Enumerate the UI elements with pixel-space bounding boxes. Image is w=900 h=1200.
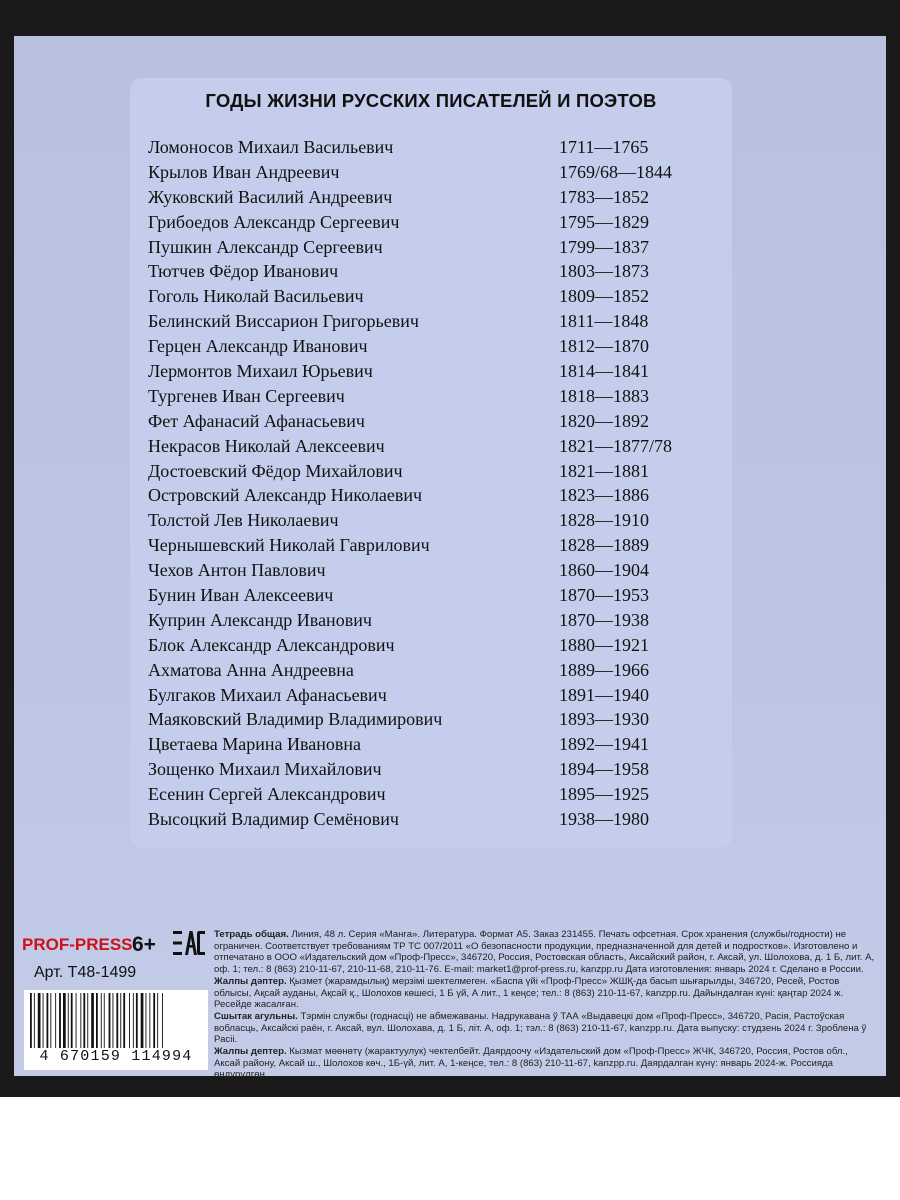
writer-name: Островский Александр Николаевич [148,485,423,506]
writer-name: Грибоедов Александр Сергеевич [148,211,400,232]
list-item [148,483,728,508]
writer-name: Маяковский Владимир Владимирович [148,709,443,730]
writer-years: 1769/68—1844 [559,161,673,182]
barcode-digits: 4 670159 114994 [39,1048,193,1065]
barcode-bar [91,993,94,1048]
writer-years: 1893—1930 [559,709,649,730]
barcode-bar [133,993,134,1048]
barcode-bar [129,993,130,1048]
list-item [148,658,728,683]
writer-name: Лермонтов Михаил Юрьевич [148,361,373,382]
imprint-text: Қызмет (жарамдылық) мерзімі шектелмеген. «Баспа үйі «Проф-Пресс» ЖШҚ-да басып шығарылды, 346720, Ресей, Ростов облысы, Ақсай ауданы, Ақсай қ., Шолохов көшесі, 1 Б үй, А лит., 1 кеңсе; тел.: 8 (863) 210-11-67, kanzpp.ru. Дайындалған күні: қаңтар 2024 ж. Ресейде жасалған. [214,975,844,1011]
writer-years: 1821—1881 [559,460,649,481]
writer-name: Чернышевский Николай Гаврилович [148,535,430,556]
list-item [148,583,728,608]
list-item [148,409,728,434]
barcode-bar [43,993,44,1048]
writer-name: Есенин Сергей Александрович [148,784,386,805]
list-item [148,135,728,160]
writer-name: Достоевский Фёдор Михайлович [148,460,403,481]
barcode-bar [146,993,147,1048]
barcode-bar [149,993,150,1048]
writer-years: 1812—1870 [559,336,649,357]
barcode-bar [162,993,163,1048]
barcode-bar [76,993,77,1048]
barcode-bar [38,993,41,1048]
barcode [24,990,208,1070]
writer-years: 1799—1837 [559,236,649,257]
imprint-text: Кызмат мөөнөтү (жарактуулук) чектелбейт. Даярдоочу «Издательский дом «Проф-Пресс» ЖЧК, 346720, Россия, Ростов обл., Аксай району, Аксай ш., Шолохов көч., 1Б-үй, лит. А, 1-кеңсе, тел.: 8 (863) 210-11-67, kanzpp.ru. Даярдалган күнү: январь 2024-ж. Россияда өндүрүлгөн. [214,1046,848,1081]
writers-list [148,135,728,832]
writer-name: Белинский Виссарион Григорьевич [148,311,419,332]
list-item [148,608,728,633]
writer-years: 1811—1848 [559,311,649,332]
list-item [148,807,728,832]
writer-name: Куприн Александр Иванович [148,609,372,630]
writer-name: Ахматова Анна Андреевна [148,659,354,680]
writer-years: 1820—1892 [559,410,649,431]
list-item [148,210,728,235]
barcode-bar [80,993,81,1048]
writer-years: 1809—1852 [559,286,649,307]
writer-name: Цветаева Марина Ивановна [148,734,361,755]
writer-name: Гоголь Николай Васильевич [148,286,364,307]
writer-name: Жуковский Василий Андреевич [148,186,393,207]
list-item [148,284,728,309]
barcode-bar [55,993,56,1048]
writer-years: 1711—1765 [559,137,649,157]
list-item [148,533,728,558]
barcode-bar [157,993,158,1048]
list-item [148,309,728,334]
writer-years: 1889—1966 [559,659,649,680]
writer-years: 1828—1889 [559,535,649,556]
imprint-text: Линия, 48 л. Серия «Манга». Литература. Формат А5. Заказ 231455. Печать офсетная. Срок хранения (службы/годности) не ограничен. Соответствует требованиям ТР ТС 007/2011 «О безопасности продукции, предназначенной для детей и подростков». Изготовлено и отпечатано в ООО «Издательский дом «Проф-Пресс», 346720, Россия, Ростовская область, Аксайский район, г. Аксай, ул. Шолохова, д. 1 Б, лит. А, оф. 1; тел.: 8 (863) 210-11-67, 210-11-68, 210-11-76. E-mail: market1@prof-press.ru, kanzpp.ru Дата изготовления: январь 2024 г. Сделано в России. [214,929,875,976]
writer-years: 1783—1852 [559,186,649,207]
barcode-bar [50,993,51,1048]
imprint-paragraph [214,1011,876,1046]
writer-name: Фет Афанасий Афанасьевич [148,410,365,431]
barcode-bar [59,993,61,1048]
writer-years: 1870—1953 [559,585,649,606]
list-item [148,757,728,782]
age-rating: 6+ [132,933,156,956]
writer-name: Булгаков Михаил Афанасьевич [148,684,387,705]
brand-logo: PROF-PRESS [22,935,133,954]
list-item [148,782,728,807]
list-item [148,558,728,583]
barcode-bar [47,993,49,1048]
writer-years: 1823—1886 [559,485,649,506]
barcode-bar [83,993,85,1048]
imprint-text: Тэрмін службы (годнасці) не абмежаваны. Надрукавана ў ТАА «Выдавецкі дом «Проф-Пресс», 346720, Расія, Растоўская вобласць, Аксайскі раён, г. Аксай, вул. Шолохава, д. 1 Б, літ. А, оф. 1; тэл.: 8 (863) 210-11-67, kanzpp.ru. Дата выпуску: студзень 2024 г. Зроблена ў Расіі. [214,1010,867,1046]
writer-name: Крылов Иван Андреевич [148,161,340,182]
barcode-bar [101,993,102,1048]
writer-name: Герцен Александр Иванович [148,336,368,357]
writer-years: 1870—1938 [559,609,649,630]
writer-years: 1891—1940 [559,684,649,705]
barcode-bar [63,993,66,1048]
imprint-info [214,929,876,1081]
list-item [148,334,728,359]
list-item [148,185,728,210]
list-item [148,235,728,260]
barcode-bar [104,993,105,1048]
imprint-label: Жалпы дептер. [214,1046,287,1058]
writer-name: Ломоносов Михаил Васильевич [148,137,394,157]
list-item [148,459,728,484]
barcode-bar [141,993,144,1048]
barcode-bar [71,993,73,1048]
writer-name: Блок Александр Александрович [148,634,395,655]
barcode-bar [123,993,125,1048]
imprint-label: Тетрадь общая. [214,929,289,940]
list-item [148,732,728,757]
article-number: Арт. Т48-1499 [34,964,137,981]
writer-years: 1814—1841 [559,361,649,382]
list-item [148,384,728,409]
list-item [148,259,728,284]
writer-name: Пушкин Александр Сергеевич [148,236,383,257]
writer-years: 1880—1921 [559,634,649,655]
barcode-bar [136,993,138,1048]
imprint-label: Сшытак агульны. [214,1010,298,1022]
writer-name: Бунин Иван Алексеевич [148,585,334,606]
list-item [148,508,728,533]
list-item [148,707,728,732]
writer-years: 1818—1883 [559,385,649,406]
writer-name: Тургенев Иван Сергеевич [148,385,345,406]
barcode-bar [96,993,98,1048]
barcode-bar [68,993,69,1048]
writer-years: 1821—1877/78 [559,435,673,456]
writer-name: Тютчев Фёдор Иванович [148,261,339,282]
barcode-bar [30,993,32,1048]
writer-years: 1828—1910 [559,510,649,531]
list-item [148,633,728,658]
imprint-paragraph [214,976,876,1011]
writer-name: Некрасов Николай Алексеевич [148,435,385,456]
writer-name: Высоцкий Владимир Семёнович [148,809,399,830]
writer-years: 1860—1904 [559,560,649,581]
imprint-label: Жалпы дәптер. [214,975,287,987]
barcode-bar [116,993,118,1048]
writer-name: Чехов Антон Павлович [148,560,326,581]
barcode-bar [34,993,35,1048]
writer-years: 1803—1873 [559,261,649,282]
list-item [148,434,728,459]
page-title: ГОДЫ ЖИЗНИ РУССКИХ ПИСАТЕЛЕЙ И ПОЭТОВ [205,90,657,111]
writer-years: 1895—1925 [559,784,649,805]
barcode-bar [113,993,114,1048]
barcode-bars [28,993,204,1048]
list-item [148,160,728,185]
writer-years: 1795—1829 [559,211,649,232]
writer-years: 1938—1980 [559,809,649,830]
writer-years: 1892—1941 [559,734,649,755]
imprint-paragraph [214,929,876,976]
barcode-bar [153,993,155,1048]
writer-years: 1894—1958 [559,759,649,780]
writer-name: Зощенко Михаил Михайлович [148,759,382,780]
barcode-bar [87,993,88,1048]
imprint-paragraph [214,1046,876,1081]
list-item [148,359,728,384]
barcode-bar [109,993,111,1048]
list-item [148,683,728,708]
eac-mark-icon [172,929,206,957]
barcode-bar [120,993,121,1048]
writer-name: Толстой Лев Николаевич [148,510,339,531]
